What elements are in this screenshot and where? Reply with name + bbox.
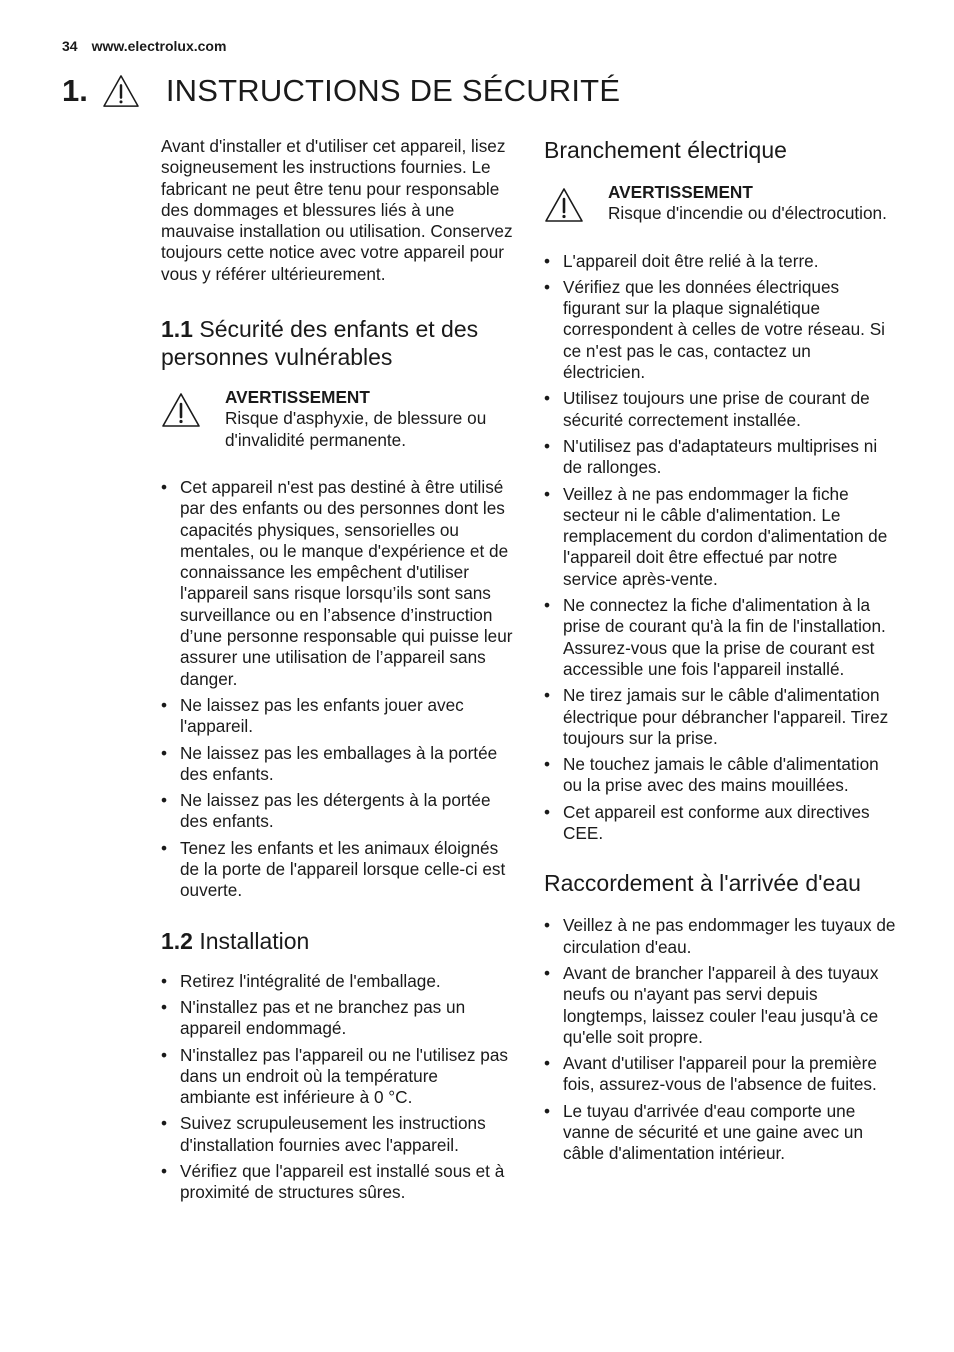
warning-title: AVERTISSEMENT bbox=[225, 387, 370, 408]
left-column bbox=[161, 136, 513, 1209]
raccordement-heading: Raccordement à l'arrivée d'eau bbox=[544, 870, 861, 897]
list-item: • N'installez pas et ne branchez pas un appareil endommagé. bbox=[161, 997, 513, 1040]
list-item: • Retirez l'intégralité de l'emballage. bbox=[161, 971, 513, 992]
site-url: www.electrolux.com bbox=[91, 38, 227, 54]
list-item: • Ne connectez la fiche d'alimentation à la prise de courant qu'à la fin de l'installation. Assurez-vous que la prise de courant est accessible une fois l'appareil installé. bbox=[544, 595, 896, 680]
warning-box-electric bbox=[544, 182, 896, 225]
list-item: • Ne laissez pas les enfants jouer avec l'appareil. bbox=[161, 695, 513, 738]
list-item: • Ne tirez jamais sur le câble d'alimentation électrique pour débrancher l'appareil. Tirez toujours sur la prise. bbox=[544, 685, 896, 749]
list-item: • Veillez à ne pas endommager la fiche secteur ni le câble d'alimentation. Le remplacement du cordon d'alimentation de l'appareil doit être effectué par notre service après-vente. bbox=[544, 484, 896, 590]
list-item: • N'utilisez pas d'adaptateurs multiprises ni de rallonges. bbox=[544, 436, 896, 479]
section-1-1-heading: 1.1 Sécurité des enfants et des personnes vulnérables bbox=[161, 316, 479, 371]
list-item: • Veillez à ne pas endommager les tuyaux de circulation d'eau. bbox=[544, 915, 896, 958]
list-item: • N'installez pas l'appareil ou ne l'utilisez pas dans un endroit où la température ambiante est inférieure à 0 °C. bbox=[161, 1045, 513, 1109]
list-item: • Avant de brancher l'appareil à des tuyaux neufs ou n'ayant pas servi depuis longtemps, laissez couler l'eau jusqu'à ce qu'elle soit propre. bbox=[544, 963, 896, 1048]
list-item: • Tenez les enfants et les animaux éloignés de la porte de l'appareil lorsque celle-ci est ouverte. bbox=[161, 838, 513, 902]
water-connection-list bbox=[544, 915, 896, 1164]
list-item: • L'appareil doit être relié à la terre. bbox=[544, 251, 896, 272]
list-item: • Ne laissez pas les détergents à la portée des enfants. bbox=[161, 790, 513, 833]
list-item: • Avant d'utiliser l'appareil pour la première fois, assurez-vous de l'absence de fuites. bbox=[544, 1053, 896, 1096]
warning-triangle-icon bbox=[102, 74, 140, 108]
list-item: • Utilisez toujours une prise de courant de sécurité correctement installée. bbox=[544, 388, 896, 431]
warning-triangle-icon bbox=[161, 391, 201, 429]
list-item: • Suivez scrupuleusement les instructions d'installation fournies avec l'appareil. bbox=[161, 1113, 513, 1156]
children-safety-list bbox=[161, 477, 513, 902]
list-item: • Ne touchez jamais le câble d'alimentation ou la prise avec des mains mouillées. bbox=[544, 754, 896, 797]
electrical-list bbox=[544, 251, 896, 845]
right-column bbox=[544, 136, 896, 1170]
warning-box-children bbox=[161, 387, 513, 451]
warning-text: Risque d'asphyxie, de blessure ou d'invalidité permanente. bbox=[225, 408, 487, 450]
list-item: • Vérifiez que l'appareil est installé sous et à proximité de structures sûres. bbox=[161, 1161, 513, 1204]
warning-title: AVERTISSEMENT bbox=[608, 182, 753, 202]
installation-list bbox=[161, 971, 513, 1204]
chapter-number: 1. bbox=[62, 73, 88, 108]
warning-text: Risque d'incendie ou d'électrocution. bbox=[608, 203, 887, 224]
list-item: • Cet appareil n'est pas destiné à être utilisé par des enfants ou des personnes dont les capacités physiques, sensorielles ou mentales, ou le manque d'expérience et de connaissance les empêchent d'utiliser l'appareil sans risque lorsqu’ils sont sans surveillance ou en l’absence d’instruction d’une personne responsable qui puisse leur assurer une utilisation de l’appareil sans danger. bbox=[161, 477, 513, 690]
branchement-heading: Branchement électrique bbox=[544, 137, 787, 163]
chapter-heading: INSTRUCTIONS DE SÉCURITÉ bbox=[165, 73, 621, 108]
chapter-title bbox=[62, 66, 620, 116]
list-item: • Le tuyau d'arrivée d'eau comporte une vanne de sécurité et une gaine avec un câble d'alimentation intérieur. bbox=[544, 1101, 896, 1165]
section-1-2-heading: 1.2 Installation bbox=[161, 927, 310, 954]
warning-triangle-icon bbox=[544, 186, 584, 224]
page-header bbox=[62, 38, 226, 54]
list-item: • Ne laissez pas les emballages à la portée des enfants. bbox=[161, 743, 513, 786]
list-item: • Vérifiez que les données électriques figurant sur la plaque signalétique correspondent à celles de votre réseau. Si ce n'est pas le cas, contactez un électricien. bbox=[544, 277, 896, 383]
intro-paragraph: Avant d'installer et d'utiliser cet appareil, lisez soigneusement les instructions fournies. Le fabricant ne peut être tenu pour responsable des dommages et blessures liés à une mauvaise installation ou utilisation. Conservez toujours cette notice avec votre appareil pour vous y référer ultérieurement. bbox=[161, 136, 513, 284]
list-item: • Cet appareil est conforme aux directives CEE. bbox=[544, 802, 896, 845]
page-number: 34 bbox=[62, 38, 78, 54]
